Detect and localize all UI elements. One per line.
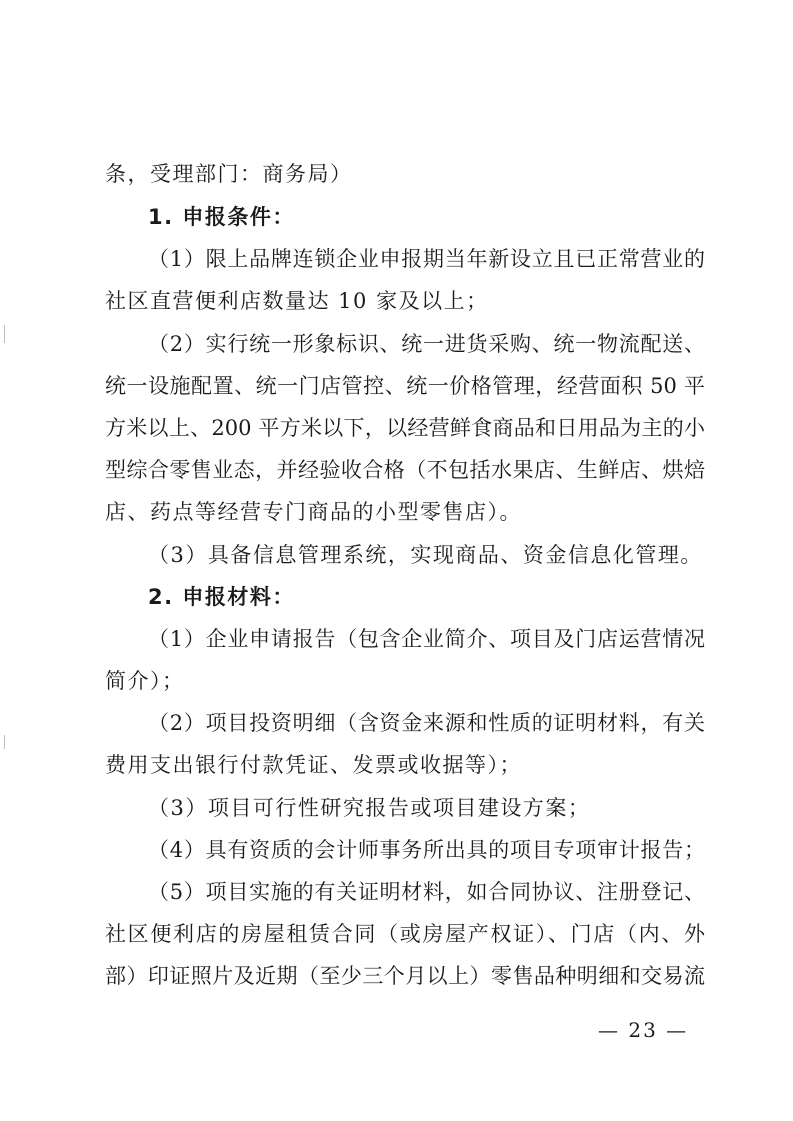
text-line: （1）企业申请报告（包含企业简介、项目及门店运营情况 [148, 627, 705, 651]
text-line: 社区便利店的房屋租赁合同（或房屋产权证）、门店（内、外 [105, 922, 705, 946]
text-line: （4）具有资质的会计师事务所出具的项目专项审计报告； [148, 838, 705, 862]
section-heading: 1. 申报条件： [148, 205, 295, 229]
text-line: 统一设施配置、统一门店管控、统一价格管理，经营面积 50 平 [105, 374, 705, 398]
text-line: 条，受理部门：商务局） [105, 162, 353, 186]
text-line: 社区直营便利店数量达 10 家及以上； [105, 289, 489, 313]
text-line: 部）印证照片及近期（至少三个月以上）零售品种明细和交易流 [105, 964, 705, 988]
scan-artifact [4, 325, 5, 343]
text-line: （5）项目实施的有关证明材料，如合同协议、注册登记、 [148, 880, 705, 904]
text-line: （3）具备信息管理系统，实现商品、资金信息化管理。 [148, 543, 703, 567]
text-line: （3）项目可行性研究报告或项目建设方案； [148, 796, 591, 820]
text-line: （2）项目投资明细（含资金来源和性质的证明材料，有关 [148, 711, 705, 735]
scan-artifact [4, 735, 5, 749]
text-line: （1）限上品牌连锁企业申报期当年新设立且已正常营业的 [148, 247, 705, 271]
text-line: 方米以上、200 平方米以下，以经营鲜食商品和日用品为主的小 [105, 416, 705, 440]
section-heading: 2. 申报材料： [148, 585, 295, 609]
page-number: — 23 — [598, 1018, 689, 1042]
text-line: 店、药点等经营专门商品的小型零售店）。 [105, 500, 522, 524]
text-line: （2）实行统一形象标识、统一进货采购、统一物流配送、 [148, 332, 705, 356]
text-line: 简介）； [105, 669, 185, 693]
text-line: 型综合零售业态，并经验收合格（不包括水果店、生鲜店、烘焙 [105, 458, 705, 482]
text-line: 费用支出银行付款凭证、发票或收据等）； [105, 753, 522, 777]
